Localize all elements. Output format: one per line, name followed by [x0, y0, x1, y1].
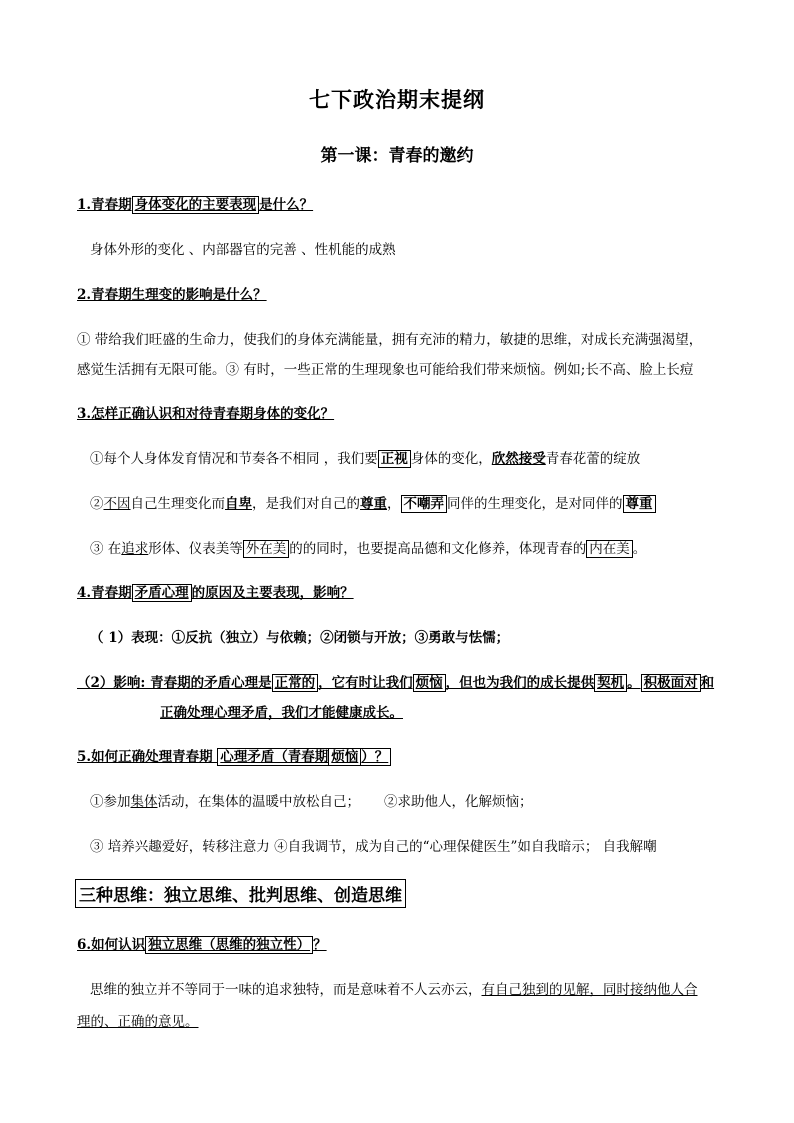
section-banner: 三种思维：独立思维、批判思维、创造思维 [75, 879, 406, 908]
keyword-underline: 自卑 [225, 496, 252, 512]
text-segment: ③ 在 [90, 541, 122, 557]
question-1 [77, 193, 313, 213]
text-segment: 。 [632, 541, 647, 557]
text-segment: （2）影响: 青春期的矛盾心理是 [77, 675, 272, 691]
question-6-prefix: 6.如何认识 [77, 937, 146, 953]
keyword-box: 契机 [594, 674, 627, 692]
text-segment: ，但也为我们的成长提供 [445, 675, 595, 691]
keyword-underline: 尊重 [360, 496, 387, 512]
text-segment: 青春花蕾的绽放 [545, 451, 641, 467]
question-6 [77, 933, 327, 953]
question-5-prefix: 5.如何正确处理青春期 [77, 749, 218, 765]
keyword-underline: 欣然接受 [491, 451, 546, 467]
text-segment: 和 [700, 675, 715, 691]
text-segment: 身体的变化， [410, 451, 492, 467]
question-1-prefix: 1.青春期 [77, 197, 132, 213]
answer-5-line-2: ③ 培养兴趣爱好，转移注意力 ④自我调节，成为自己的“心理保健医生”如自我暗示； 自我解嘲 [90, 839, 657, 855]
keyword-underline: 有自己独到的见解，同时接纳他人合 [481, 982, 698, 998]
question-4-keyword: 矛盾心理 [132, 584, 192, 602]
keyword-underline: 追求 [121, 541, 149, 557]
answer-4-line-2 [77, 671, 714, 691]
keyword-box: 尊重 [623, 495, 656, 513]
question-4 [77, 581, 354, 601]
text-segment: ①参加 [90, 794, 131, 810]
answer-1: 身体外形的变化 、内部器官的完善 、性机能的成熟 [90, 242, 396, 258]
text-segment: 同伴的生理变化，是对同伴的 [447, 496, 623, 512]
answer-5-line-1 [90, 790, 533, 810]
answer-4-line-3: 正确处理心理矛盾，我们才能健康成长。 [160, 705, 403, 721]
answer-2-line-2: 感觉生活拥有无限可能。③ 有时，一些正常的生理现象也可能给我们带来烦恼。例如;长不高、脸上长痘 [77, 362, 694, 378]
question-1-keyword: 身体变化的主要表现 [132, 196, 260, 214]
keyword-underline: 不因 [103, 496, 131, 512]
keyword-box: 烦恼 [328, 748, 361, 766]
text-segment: ，是我们对自己的 [252, 496, 360, 512]
text-segment: ）？ [361, 749, 389, 765]
question-2: 2.青春期生理变的影响是什么？ [77, 287, 267, 303]
question-3: 3.怎样正确认识和对待青春期身体的变化？ [77, 406, 335, 422]
text-segment: 。 [627, 675, 641, 691]
question-5-keyword [217, 748, 391, 766]
question-5 [77, 745, 391, 765]
text-segment: 心理矛盾（青春期 [220, 749, 329, 765]
text-segment: ② [90, 496, 104, 512]
keyword-underline: 集体 [130, 794, 158, 810]
page-title: 七下政治期末提纲 [309, 87, 485, 112]
text-segment: 形体、仪表美等 [148, 541, 243, 557]
answer-3-line-3 [90, 537, 646, 557]
answer-6-line-2: 理的、正确的意见。 [77, 1014, 199, 1030]
question-6-keyword: 独立思维（思维的独立性） [145, 936, 313, 954]
answer-6-line-1 [90, 978, 698, 998]
keyword-box: 不嘲弄 [401, 495, 448, 513]
answer-3-line-2 [90, 492, 656, 512]
keyword-box: 正常的 [272, 674, 319, 692]
keyword-box: 积极面对 [641, 674, 701, 692]
text-segment: 的的同时，也要提高品德和文化修养，体现青春的 [289, 541, 587, 557]
answer-2-line-1: ① 带给我们旺盛的生命力，使我们的身体充满能量，拥有充沛的精力，敏捷的思维，对成长充满强渴望， [77, 332, 703, 348]
question-4-suffix: 的原因及主要表现，影响？ [191, 585, 354, 601]
keyword-box: 烦恼 [413, 674, 446, 692]
text-segment: 自己生理变化而 [130, 496, 225, 512]
keyword-box: 外在美 [243, 540, 290, 558]
keyword-box: 正视 [378, 450, 411, 468]
text-segment: ， [387, 496, 401, 512]
text-segment: 思维的独立并不等同于一味的追求独特，而是意味着不人云亦云， [90, 982, 482, 998]
text-segment: 活动，在集体的温暖中放松自己； [157, 794, 360, 810]
answer-4-line-1: （ 1）表现：①反抗（独立）与依赖；②闭锁与开放；③勇敢与怯懦； [90, 630, 510, 646]
text-segment: ②求助他人，化解烦恼； [384, 794, 533, 810]
text-segment: ，它有时让我们 [318, 675, 413, 691]
question-4-prefix: 4.青春期 [77, 585, 132, 601]
answer-3-line-1 [90, 447, 640, 467]
question-1-suffix: 是什么？ [259, 197, 314, 213]
text-segment: ①每个人身体发育情况和节奏各不相同 ，我们要 [90, 451, 378, 467]
question-6-suffix: ？ [313, 937, 327, 953]
keyword-box: 内在美 [586, 540, 633, 558]
lesson-subtitle: 第一课：青春的邀约 [320, 146, 474, 166]
